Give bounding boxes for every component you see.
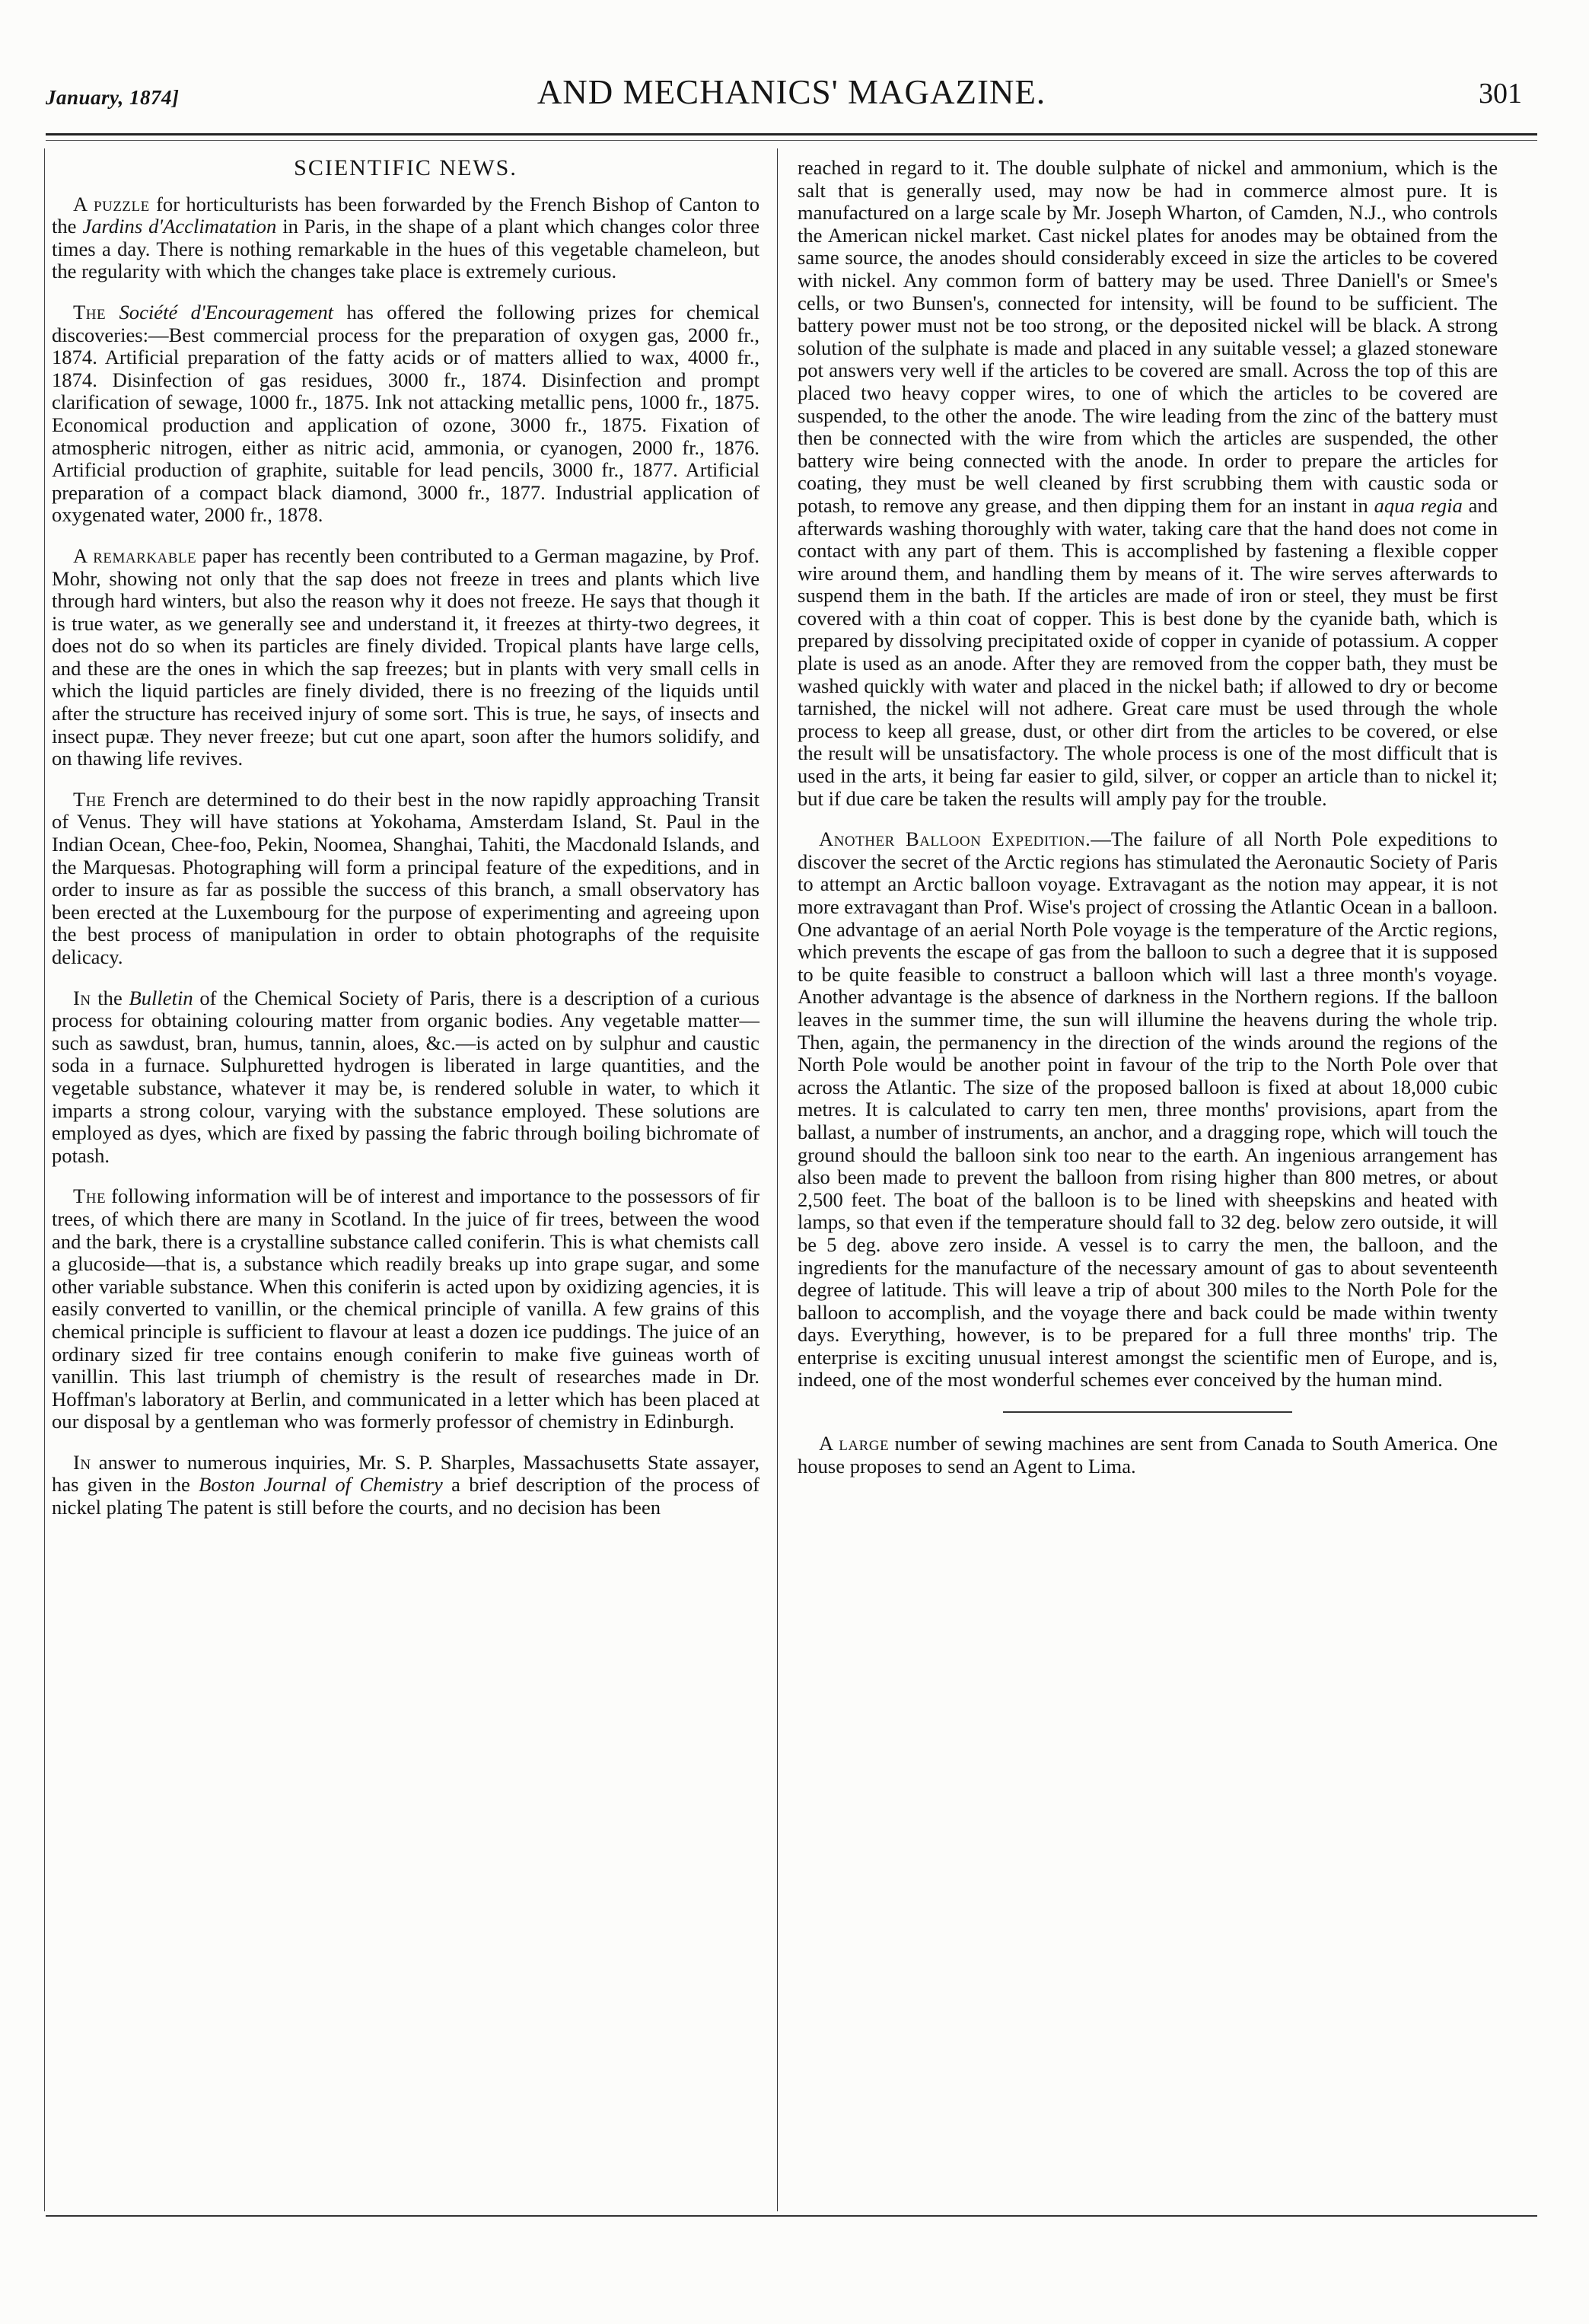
article-text: number of sewing machines are sent from Canada to South America. One house proposes to send an Agent to Lima.: [798, 1432, 1498, 1478]
italic-text: aqua regia: [1374, 493, 1463, 517]
lead-words: A large: [819, 1432, 890, 1455]
article-text: reached in regard to it. The double sulphate of nickel and ammonium, which is the salt that is generally used, may now be had in commerce almost pure. It is manufactured on a large scale by Mr. Joseph Wharton, of Camden, N.J., who controls the American nickel market. Cast nickel plates for anodes may be obtained from the same source, the anodes should considerably exceed in size the articles to be covered with nickel. Any common form of battery may be used. Three Daniell's or Smee's cells, or two Bunsen's, connected for intensity, will be found to be sufficient. The battery power must not be too strong, or the deposited nickel will be black. A strong solution of the sulphate is made and placed in any suitable vessel; a glazed stoneware pot answers very well if the articles to be covered are small. Across the top of this are placed two heavy copper wires, to one of which the articles to be covered are suspended, to the other the anode. The wire leading from the zinc of the battery must then be connected with the wire from which the articles are suspended, the other battery wire being connected with the anode. In order to prepare the articles for coating, they must be well cleaned by first scrubbing them with caustic soda or potash, to remove any grease, and then dipping them for an instant in: [798, 156, 1498, 517]
lead-words: Another Balloon Expedition.: [819, 827, 1091, 851]
article-text: a brief description of the process of nickel plating The patent is still before the courts, and no decision has been: [52, 1473, 759, 1519]
article-text: French are determined to do their best in the now rapidly approaching Transit of Venus. They will have stations at Yokohama, Amsterdam Island, St. Paul in the Indian Ocean, Chee-foo, Pekin, Noomea, Shanghai, Tahiti, the Macdonald Islands, and the Marquesas. Photographing will form a principal feature of the expeditions, and in order to insure as far as possible the success of this branch, a small observatory has been erected at the Luxembourg for the purpose of experimenting and agreeing upon the best process of manipulation in order to obtain photographs of the requisite delicacy.: [52, 787, 759, 968]
article-transit-of-venus: [52, 789, 759, 969]
issue-date: January, 1874]: [46, 86, 180, 109]
page-number: 301: [1479, 78, 1522, 110]
lead-words: The: [73, 300, 107, 324]
section-heading: SCIENTIFIC NEWS.: [294, 155, 517, 180]
lead-words: The: [73, 1184, 107, 1208]
lead-words: A remarkable: [73, 544, 197, 567]
lead-words: In: [73, 986, 91, 1009]
running-header: [46, 72, 1537, 126]
article-societe-prizes: [52, 301, 759, 527]
article-colouring-matter: [52, 987, 759, 1168]
bottom-rule: [46, 2215, 1537, 2217]
article-text: has offered the following prizes for chemical discoveries:—Best commercial process for the preparation of oxygen gas, 2000 fr., 1874. Artificial preparation of the fatty acids or of matters allied to wax, 4000 fr., 1874. Disinfection of gas residues, 3000 fr., 1874. Disinfection and prompt clarification of sewage, 1000 fr., 1875. Ink not attacking metallic pens, 1000 fr., 1875. Economical production and application of ozone, 3000 fr., 1875. Fixation of atmospheric nitrogen, either as nitric acid, ammonia, or cyanogen, 2000 fr., 1876. Artificial production of graphite, suitable for lead pencils, 3000 fr., 1877. Artificial preparation of a compact black diamond, 3000 fr., 1877. Industrial application of oxygenated water, 2000 fr., 1878.: [52, 300, 759, 527]
right-column: [798, 157, 1498, 1478]
article-text: of the Chemical Society of Paris, there is a description of a curious process for obtaining colouring matter from organic bodies. Any vegetable matter—such as sawdust, bran, humus, tannin, aloes, &c.—is acted on by sulphur and caustic soda in a furnace. Sulphuretted hydrogen is liberated in large quantities, and the vegetable substance, whatever it may be, is rendered soluble in water, to which it imparts a strong colour, varying with the substance employed. These solutions are employed as dyes, which are fixed by passing the fabric through boiling bichromate of potash.: [52, 986, 759, 1167]
column-divider: [777, 148, 778, 2211]
article-text: the: [91, 986, 129, 1009]
article-balloon-expedition: [798, 828, 1498, 1392]
magazine-title: AND MECHANICS' MAGAZINE.: [537, 73, 1046, 111]
italic-text: Boston Journal of Chemistry: [199, 1473, 443, 1497]
lead-words: A puzzle: [73, 192, 150, 215]
article-text: —The failure of all North Pole expeditions to discover the secret of the Arctic regions has stimulated the Aeronautic Society of Paris to attempt an Arctic balloon voyage. Extravagant as the notion may appear, it is not more extravagant than Prof. Wise's project of crossing the Atlantic Ocean in a balloon. One advantage of an aerial North Pole voyage is the temperature of the Arctic regions, which prevents the escape of gas from the balloon to such a degree that it is supposed to be quite feasible to construct a balloon which will last a three month's voyage. Another advantage is the absence of darkness in the Northern regions. If the balloon leaves in the summer time, the sun will illumine the heavens during the whole trip. Then, again, the permanency in the direction of the winds around the regions of the North Pole would be another point in favour of the trip to the North Pole over that across the Atlantic. The size of the proposed balloon is fixed at about 18,000 cubic metres. It is calculated to carry ten men, three months' provisions, apart from the ballast, a number of instruments, an anchor, and a dragging rope, which will touch the ground should the balloon sink too near to the earth. An ingenious arrangement has also been made to prevent the balloon from rising higher than 800 metres, or about 2,500 feet. The boat of the balloon is to be lined with sheepskins and heated with lamps, so that even if the temperature should fall to 32 deg. below zero outside, it will be 5 deg. above zero inside. A vessel is to carry the men, the balloon, and the ingredients for the manufacture of the necessary amount of gas to about seventeenth degree of latitude. This will leave a trip of about 300 miles to the North Pole for the balloon to accomplish, and the voyage there and back could be made within twenty days. Everything, however, is to be prepared for a full three months' trip. The enterprise is exciting unusual interest amongst the scientific men of Europe, and is, indeed, one of the most wonderful schemes ever conceived by the human mind.: [798, 827, 1498, 1392]
article-nickel-plating-cont: [798, 157, 1498, 810]
article-text: in Paris, in the shape of a plant which changes color three times a day. There is nothing remarkable in the hues of this vegetable chameleon, but the regularity with which the changes take place is extremely curious.: [52, 215, 759, 283]
lead-words: The: [73, 787, 107, 811]
article-puzzle-plant: [52, 193, 759, 283]
section-separator: [1003, 1411, 1292, 1413]
left-column: [52, 157, 759, 1519]
article-text: for horticulturists has been forwarded by the French Bishop of Canton to the: [52, 192, 759, 238]
header-rule: [46, 133, 1537, 135]
article-text: answer to numerous inquiries, Mr. S. P. Sharples, Massachusetts State assayer, has given in the: [52, 1450, 759, 1497]
article-fir-vanillin: [52, 1185, 759, 1433]
left-border-rule: [44, 148, 45, 2211]
article-nickel-plating-start: [52, 1452, 759, 1519]
article-sewing-machines: [798, 1433, 1498, 1478]
lead-words: In: [73, 1450, 91, 1474]
header-rule-thin: [46, 140, 1537, 141]
article-sap-freezing: [52, 545, 759, 770]
article-text: paper has recently been contributed to a German magazine, by Prof. Mohr, showing not only that the sap does not freeze in trees and plants which live through hard winters, but also the reason why it does not freeze. He says that though it is true water, as we generally see and understand it, it freezes at thirty-two degrees, it does not do so when its particles are finely divided. Tropical plants have large cells, and these are the ones in which the sap freezes; but in plants with very small cells in which the liquid particles are finely divided, there is no freezing of the liquids until after the structure has received injury of some sort. This is true, he says, of insects and insect pupæ. They never freeze; but cut one apart, soon after the humors solidify, and on thawing life revives.: [52, 544, 759, 770]
italic-text: Société d'Encouragement: [119, 300, 334, 324]
italic-text: Jardins d'Acclimatation: [82, 215, 277, 238]
article-text: and afterwards washing thoroughly with water, taking care that the hand does not come in contact with any part of them. This is accomplished by fastening a flexible copper wire around them, and handling them by means of it. The wire serves afterwards to suspend them in the bath. If the articles are made of iron or steel, they must be first covered with a thin coat of copper. This is best done by the cyanide bath, which is prepared by dissolving precipitated oxide of copper in cyanide of potassium. A copper plate is used as an anode. After they are removed from the copper bath, they must be washed quickly with water and placed in the nickel bath; if allowed to dry or become tarnished, the nickel will not adhere. Great care must be used through the whole process to keep all grease, dust, or other dirt from the articles to be covered, or else the result will be unsatisfactory. The whole process is one of the most difficult that is used in the arts, it being far easier to gild, silver, or copper an article than to nickel it; but if due care be taken the results will amply pay for the trouble.: [798, 493, 1498, 810]
italic-text: Bulletin: [129, 986, 193, 1009]
article-text: following information will be of interest and importance to the possessors of fir trees, of which there are many in Scotland. In the juice of fir trees, between the wood and the bark, there is a crystalline substance called coniferin. This is what chemists call a glucoside—that is, a substance which readily breaks up into grape sugar, and some other variable substance. When this coniferin is acted upon by oxidizing agencies, it is easily converted to vanillin, or the chemical principle of vanilla. A few grains of this chemical principle is sufficient to flavour at least a dozen ice puddings. The juice of an ordinary sized fir tree contains enough coniferin to make five guineas worth of vanillin. This last triumph of chemistry is the result of researches made in Dr. Hoffman's laboratory at Berlin, and communicated in a letter which has been placed at our disposal by a gentleman who was formerly professor of chemistry in Edinburgh.: [52, 1184, 759, 1433]
